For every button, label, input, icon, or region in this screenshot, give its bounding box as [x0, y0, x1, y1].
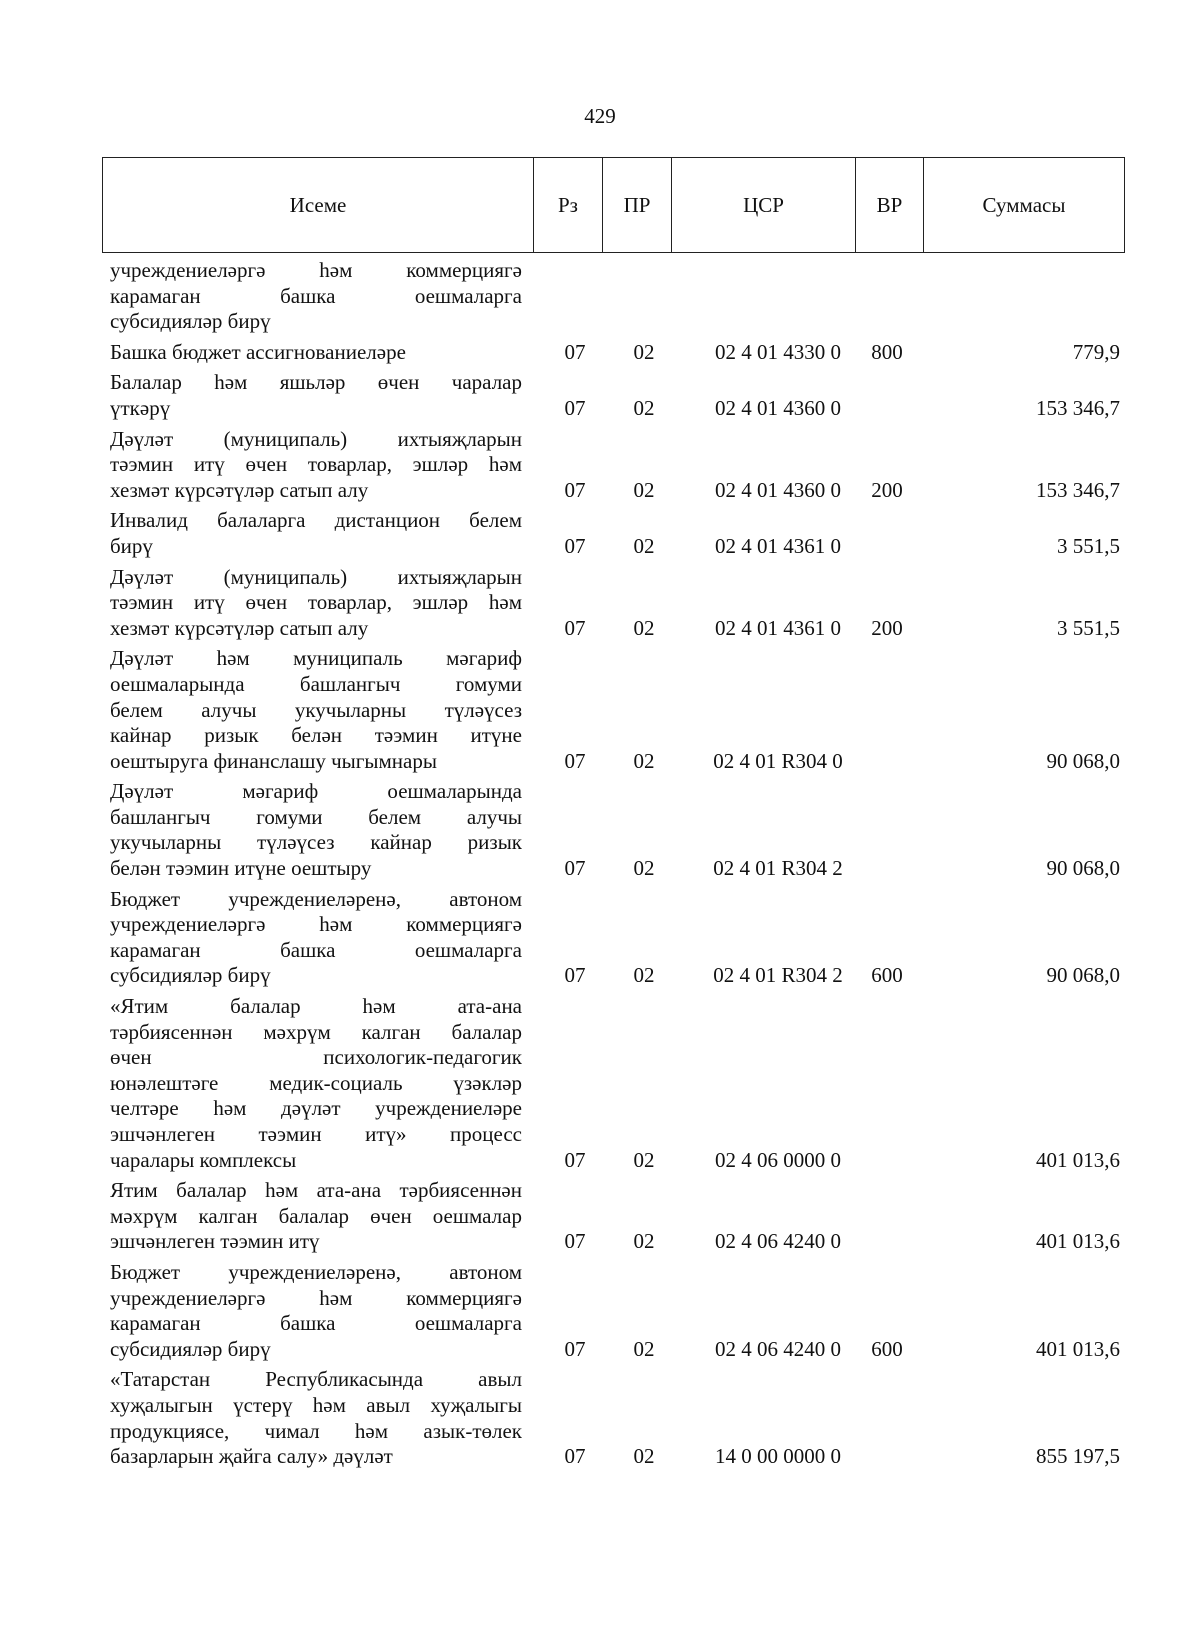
row-pr: 02: [633, 1336, 655, 1361]
table-row: [110, 887, 1120, 989]
row-sum: 855 197,5: [1036, 1444, 1120, 1469]
row-name: [110, 340, 522, 366]
row-name: [110, 258, 522, 335]
row-csr: 02 4 01 4361 0: [715, 615, 841, 640]
table-row: [110, 779, 1120, 881]
row-sum: 3 551,5: [1057, 615, 1120, 640]
table-row: [110, 1178, 1120, 1255]
row-name-line: оештыруга финанслашу чыгымнары: [110, 748, 437, 773]
row-name-line: челтәре һәм дәүләт учреждениеләре: [110, 1096, 522, 1121]
row-pr: 02: [633, 395, 655, 420]
table-row: [110, 370, 1120, 421]
row-sum: 90 068,0: [1046, 748, 1120, 773]
row-name-line: тәэмин итү өчен товарлар, эшләр һәм: [110, 452, 522, 477]
row-name-line: базарларын җайга салу» дәүләт: [110, 1444, 393, 1469]
row-name: [110, 508, 522, 559]
row-vr: 600: [871, 1336, 903, 1361]
header-csr: ЦСР: [671, 158, 855, 252]
row-pr: 02: [633, 339, 655, 364]
row-name-line: эшчәнлеген тәэмин итү» процесс: [110, 1122, 522, 1146]
row-vr: 800: [871, 339, 903, 364]
row-name: [110, 994, 522, 1173]
row-name-line: бирү: [110, 533, 153, 558]
row-csr: 14 0 00 0000 0: [715, 1444, 841, 1469]
header-rz: Рз: [533, 158, 602, 252]
table-row: [110, 1260, 1120, 1362]
row-sum: 401 013,6: [1036, 1229, 1120, 1254]
row-name-line: үткәрү: [110, 395, 171, 420]
row-name-line: карамаган башка оешмаларга: [110, 283, 522, 308]
row-name-line: Башка бюджет ассигнованиеләре: [110, 339, 406, 364]
row-csr: 02 4 01 4330 0: [715, 339, 841, 364]
row-rz: 07: [564, 856, 586, 881]
row-pr: 02: [633, 963, 655, 988]
row-rz: 07: [564, 395, 586, 420]
row-sum: 153 346,7: [1036, 395, 1120, 420]
row-name-line: Дәүләт (муниципаль) ихтыяҗларын: [110, 564, 522, 589]
row-sum: 401 013,6: [1036, 1147, 1120, 1172]
row-pr: 02: [633, 748, 655, 773]
row-vr: 200: [871, 615, 903, 640]
table-body: [110, 258, 1120, 1475]
row-name-line: укучыларны түләүсез кайнар ризык: [110, 830, 522, 855]
table-row: [110, 340, 1120, 366]
row-rz: 07: [564, 748, 586, 773]
row-name: [110, 646, 522, 774]
row-name-line: хезмәт күрсәтүләр сатып алу: [110, 615, 369, 640]
row-name: [110, 565, 522, 642]
row-name-line: юнәлештәге медик-социаль үзәкләр: [110, 1070, 522, 1095]
row-name: [110, 1260, 522, 1362]
row-csr: 02 4 01 4360 0: [715, 477, 841, 502]
row-rz: 07: [564, 339, 586, 364]
row-rz: 07: [564, 1444, 586, 1469]
row-pr: 02: [633, 477, 655, 502]
row-name: [110, 887, 522, 989]
row-name: [110, 779, 522, 881]
row-name-line: башлангыч гомуми белем алучы: [110, 804, 522, 829]
row-pr: 02: [633, 1147, 655, 1172]
row-vr: 200: [871, 477, 903, 502]
header-vr: ВР: [855, 158, 923, 252]
row-csr: 02 4 06 4240 0: [715, 1336, 841, 1361]
row-rz: 07: [564, 477, 586, 502]
row-name: [110, 427, 522, 504]
row-name: [110, 1367, 522, 1469]
row-csr: 02 4 06 0000 0: [715, 1147, 841, 1172]
row-csr: 02 4 01 4360 0: [715, 395, 841, 420]
row-name-line: карамаган башка оешмаларга: [110, 1311, 522, 1336]
row-rz: 07: [564, 1147, 586, 1172]
row-name-line: эшчәнлеген тәэмин итү: [110, 1229, 320, 1254]
row-name-line: хуҗалыгын үстерү һәм авыл хуҗалыгы: [110, 1392, 522, 1417]
table-row: [110, 508, 1120, 559]
row-name-line: чаралары комплексы: [110, 1147, 297, 1172]
row-name-line: кайнар ризык белән тәэмин итүне: [110, 723, 522, 748]
row-sum: 3 551,5: [1057, 533, 1120, 558]
row-csr: 02 4 06 4240 0: [715, 1229, 841, 1254]
row-pr: 02: [633, 1444, 655, 1469]
row-name-line: тәэмин итү өчен товарлар, эшләр һәм: [110, 590, 522, 615]
row-name-line: Ятим балалар һәм ата-ана тәрбиясеннән: [110, 1178, 522, 1203]
row-name-line: белән тәэмин итүне оештыру: [110, 856, 372, 881]
row-csr: 02 4 01 R304 0: [713, 748, 843, 773]
header-name: Исеме: [289, 192, 347, 217]
row-name-line: өчен психологик-педагогик: [110, 1045, 522, 1070]
header-pr: ПР: [602, 158, 671, 252]
table-row: [110, 427, 1120, 504]
row-rz: 07: [564, 533, 586, 558]
row-name-line: карамаган башка оешмаларга: [110, 937, 522, 962]
row-sum: 779,9: [1072, 339, 1120, 364]
row-pr: 02: [633, 856, 655, 881]
row-name-line: учреждениеләргә һәм коммерциягә: [110, 258, 522, 282]
row-name: [110, 370, 522, 421]
row-rz: 07: [564, 615, 586, 640]
table-row: [110, 646, 1120, 774]
table-row: [110, 1367, 1120, 1469]
row-rz: 07: [564, 1336, 586, 1361]
row-name-line: «Татарстан Республикасында авыл: [110, 1367, 522, 1392]
row-name-line: субсидияләр бирү: [110, 309, 271, 334]
row-csr: 02 4 01 R304 2: [713, 963, 843, 988]
row-name-line: Инвалид балаларга дистанцион белем: [110, 508, 522, 533]
header-sum: Суммасы: [923, 158, 1124, 252]
row-sum: 153 346,7: [1036, 477, 1120, 502]
row-csr: 02 4 01 R304 2: [713, 856, 843, 881]
row-vr: 600: [871, 963, 903, 988]
page-number: 429: [584, 104, 616, 128]
row-name-line: оешмаларында башлангыч гомуми: [110, 671, 522, 696]
row-name-line: тәрбиясеннән мәхрүм калган балалар: [110, 1019, 522, 1044]
row-name-line: Бюджет учреждениеләренә, автоном: [110, 886, 522, 911]
row-name-line: мәхрүм калган балалар өчен оешмалар: [110, 1203, 522, 1228]
row-rz: 07: [564, 1229, 586, 1254]
row-sum: 90 068,0: [1046, 963, 1120, 988]
row-name-line: Бюджет учреждениеләренә, автоном: [110, 1259, 522, 1284]
table-row: [110, 994, 1120, 1173]
row-name-line: белем алучы укучыларны түләүсез: [110, 697, 522, 722]
row-name-line: субсидияләр бирү: [110, 1336, 271, 1361]
row-csr: 02 4 01 4361 0: [715, 533, 841, 558]
row-rz: 07: [564, 963, 586, 988]
table-header: [102, 157, 1125, 253]
row-sum: 401 013,6: [1036, 1336, 1120, 1361]
row-pr: 02: [633, 615, 655, 640]
row-name-line: учреждениеләргә һәм коммерциягә: [110, 1285, 522, 1310]
row-name-line: Дәүләт (муниципаль) ихтыяҗларын: [110, 426, 522, 451]
row-name-line: продукциясе, чимал һәм азык-төлек: [110, 1418, 522, 1443]
row-pr: 02: [633, 533, 655, 558]
row-name-line: Дәүләт мәгариф оешмаларында: [110, 779, 522, 804]
row-name: [110, 1178, 522, 1255]
row-sum: 90 068,0: [1046, 856, 1120, 881]
row-name-line: Балалар һәм яшьләр өчен чаралар: [110, 370, 522, 395]
row-name-line: учреждениеләргә һәм коммерциягә: [110, 912, 522, 937]
row-name-line: Дәүләт һәм муниципаль мәгариф: [110, 646, 522, 671]
table-row: [110, 565, 1120, 642]
row-name-line: «Ятим балалар һәм ата-ана: [110, 994, 522, 1019]
table-row: [110, 258, 1120, 335]
row-pr: 02: [633, 1229, 655, 1254]
row-name-line: хезмәт күрсәтүләр сатып алу: [110, 477, 369, 502]
row-name-line: субсидияләр бирү: [110, 963, 271, 988]
